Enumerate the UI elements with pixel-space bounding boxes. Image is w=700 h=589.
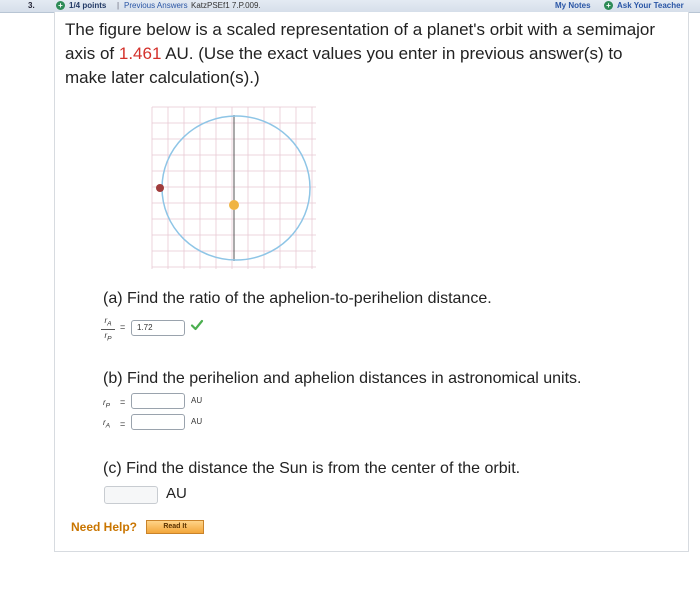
prompt-text-after: AU. (Use the exact values you enter in previous answer(s) to make later calculation(s).) <box>65 44 623 87</box>
previous-answers-link[interactable]: Previous Answers <box>124 1 188 10</box>
rp-label-symbol: r <box>103 398 106 407</box>
ra-equals-sign: = <box>120 419 126 429</box>
my-notes-link[interactable]: My Notes <box>555 1 591 10</box>
ra-symbol: r <box>104 316 108 325</box>
part-c-question: (c) Find the distance the Sun is from the center of the orbit. <box>103 460 521 477</box>
ratio-input[interactable]: 1.72 <box>131 320 185 336</box>
rp-unit: AU <box>191 396 203 405</box>
rp-label-subscript: P <box>105 402 111 410</box>
sun <box>229 200 239 210</box>
problem-code: KatzPSEf1 7.P.009. <box>191 1 261 10</box>
part-a-question: (a) Find the ratio of the aphelion-to-perihelion distance. <box>103 290 492 307</box>
check-icon <box>190 318 204 332</box>
rp-equals-sign: = <box>120 397 126 407</box>
ra-label <box>103 418 110 430</box>
aphelion-input[interactable] <box>131 414 185 430</box>
ra-label-subscript: A <box>105 422 111 430</box>
equals-sign: = <box>120 322 126 332</box>
points-label: 1/4 points <box>69 1 107 10</box>
add-note-icon[interactable]: + <box>604 1 613 10</box>
read-it-button[interactable]: Read It <box>146 520 204 534</box>
ask-teacher-link[interactable]: Ask Your Teacher <box>617 1 684 10</box>
rp-subscript: P <box>107 335 112 343</box>
planet <box>156 184 164 192</box>
question-number: 3. <box>28 1 35 10</box>
ra-unit: AU <box>191 417 203 426</box>
perihelion-input[interactable] <box>131 393 185 409</box>
expand-icon[interactable]: + <box>56 1 65 10</box>
separator: | <box>117 1 120 10</box>
ra-subscript: A <box>107 320 112 328</box>
need-help-label: Need Help? <box>71 520 138 534</box>
semimajor-axis-value: 1.461 <box>118 44 162 63</box>
orbit-figure <box>150 105 318 271</box>
rp-symbol: r <box>104 330 108 340</box>
part-b-question: (b) Find the perihelion and aphelion distances in astronomical units. <box>103 370 582 387</box>
ratio-fraction <box>101 316 115 342</box>
rp-label <box>103 398 110 410</box>
ra-label-symbol: r <box>103 418 106 427</box>
problem-statement <box>65 18 665 90</box>
prompt-text-before: The figure below is a scaled representation of a planet's orbit with a semimajor axis of <box>65 20 656 63</box>
sun-distance-input[interactable] <box>104 486 158 504</box>
sun-distance-unit: AU <box>166 485 187 502</box>
